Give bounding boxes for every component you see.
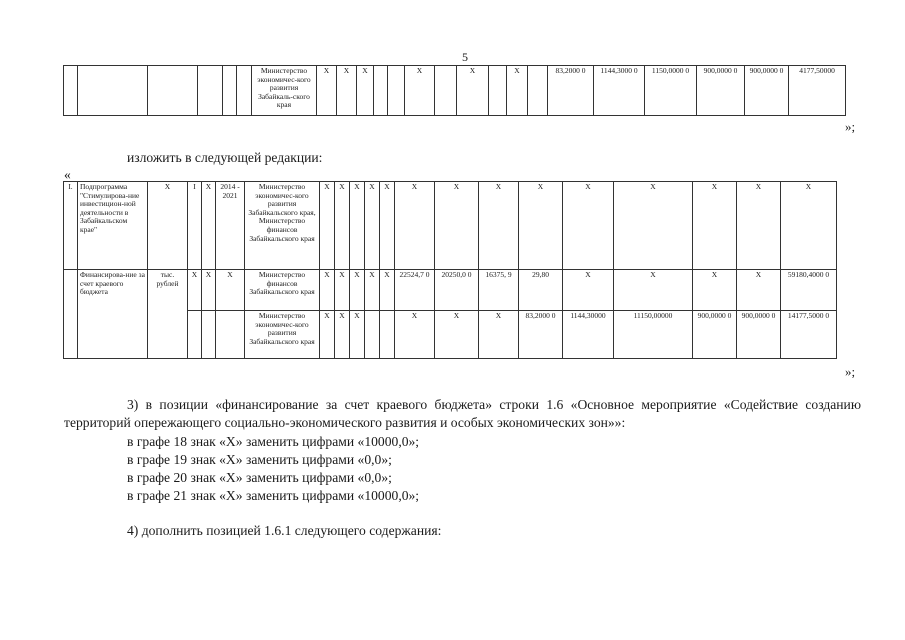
table-cell: Х [737, 270, 781, 311]
table-cell: I [188, 182, 202, 270]
table-cell: 83,2000 0 [519, 311, 563, 359]
table-cell: Подпрограмма "Стимулирова-ние инвестицион-ной деятельности в Забайкальском крае" [78, 182, 148, 270]
table-cell: Х [350, 311, 365, 359]
table-cell: Х [365, 270, 380, 311]
main-table [63, 181, 837, 359]
table-cell: Х [337, 66, 357, 116]
table-cell [64, 270, 78, 311]
table-cell: 1144,3000 0 [594, 66, 645, 116]
table-cell: 1150,0000 0 [645, 66, 697, 116]
table-cell: Х [693, 270, 737, 311]
table-cell: Х [395, 182, 435, 270]
table-cell [188, 311, 202, 359]
table-cell: Х [148, 182, 188, 270]
table-cell: Х [357, 66, 374, 116]
table-cell [489, 66, 507, 116]
table-cell: Х [365, 182, 380, 270]
top-table-row [64, 66, 846, 116]
table-cell [237, 66, 252, 116]
table-cell: Х [519, 182, 563, 270]
table-cell: 59180,4000 0 [781, 270, 837, 311]
table-cell: Министерство экономичес-кого развития Забайкаль-ского края [252, 66, 317, 116]
table-cell: Х [507, 66, 528, 116]
table-cell: Х [335, 182, 350, 270]
table-cell [64, 66, 78, 116]
table-cell [148, 311, 188, 359]
table-cell: Х [563, 182, 614, 270]
table-cell [365, 311, 380, 359]
table-cell [148, 66, 198, 116]
table-cell [78, 311, 148, 359]
table-cell: Х [614, 270, 693, 311]
replacement-line: в графе 21 знак «Х» заменить цифрами «10000,0»; [127, 488, 420, 503]
table-cell: Х [202, 270, 216, 311]
table-cell [388, 66, 405, 116]
table-cell: Х [317, 66, 337, 116]
table-cell: 1144,30000 [563, 311, 614, 359]
closing-quote: »; [845, 119, 856, 134]
table-cell [380, 311, 395, 359]
table-cell: Х [188, 270, 202, 311]
table-cell: 14177,5000 0 [781, 311, 837, 359]
table-cell [78, 66, 148, 116]
opening-quote: « [64, 167, 71, 182]
table-cell: 22524,7 0 [395, 270, 435, 311]
table-cell: Министерство финансов Забайкальского края [245, 270, 320, 311]
table-cell: Х [320, 311, 335, 359]
table-cell: 11150,00000 [614, 311, 693, 359]
table-cell: Х [479, 311, 519, 359]
table-cell: Х [457, 66, 489, 116]
paragraph-4: 4) дополнить позицией 1.6.1 следующего содержания: [127, 523, 442, 538]
table-cell: 2014 - 2021 [216, 182, 245, 270]
table-cell: 900,0000 0 [745, 66, 789, 116]
table-cell [374, 66, 388, 116]
table-cell: Х [405, 66, 435, 116]
table-cell [223, 66, 237, 116]
table-cell: Х [479, 182, 519, 270]
table-cell: Х [737, 182, 781, 270]
table-cell: Министерство экономичес-кого развития Забайкальского края, Министерство финансов Забайкальского края [245, 182, 320, 270]
top-table [63, 65, 846, 116]
table-cell: 16375, 9 [479, 270, 519, 311]
table-cell: 20250,0 0 [435, 270, 479, 311]
closing-quote: »; [845, 364, 856, 379]
table-cell: Х [614, 182, 693, 270]
table-cell: Финансирова-ние за счет краевого бюджета [78, 270, 148, 311]
table-cell: I. [64, 182, 78, 270]
table-cell: 900,0000 0 [697, 66, 745, 116]
table-cell: Х [380, 182, 395, 270]
table-cell: Х [350, 270, 365, 311]
table-cell: 83,2000 0 [548, 66, 594, 116]
replacement-line: в графе 19 знак «Х» заменить цифрами «0,0»; [127, 452, 392, 467]
table-cell: Х [202, 182, 216, 270]
table-cell: Х [320, 270, 335, 311]
table-cell [216, 311, 245, 359]
table-cell: 900,0000 0 [693, 311, 737, 359]
table-cell: Х [395, 311, 435, 359]
table-cell [435, 66, 457, 116]
table-cell: Х [435, 182, 479, 270]
paragraph-3: 3) в позиции «финансирование за счет краевого бюджета» строки 1.6 «Основное мероприятие «Содействие созданию территорий опережающего социально-экономического развития и особых экономических зон»»: [64, 397, 861, 431]
table-row [64, 182, 837, 270]
table-cell [198, 66, 223, 116]
table-row [64, 270, 837, 311]
table-cell: Х [335, 270, 350, 311]
table-cell: Министерство экономичес-кого развития Забайкальского края [245, 311, 320, 359]
replacement-line: в графе 18 знак «Х» заменить цифрами «10000,0»; [127, 434, 420, 449]
table-cell: Х [380, 270, 395, 311]
replacement-line: в графе 20 знак «Х» заменить цифрами «0,0»; [127, 470, 392, 485]
table-cell: 900,0000 0 [737, 311, 781, 359]
table-cell: Х [350, 182, 365, 270]
table-cell [528, 66, 548, 116]
table-cell: Х [563, 270, 614, 311]
table-cell: тыс. рублей [148, 270, 188, 311]
table-cell [202, 311, 216, 359]
table-cell: 4177,50000 [789, 66, 846, 116]
table-cell: Х [781, 182, 837, 270]
table-row [64, 311, 837, 359]
table-cell: Х [216, 270, 245, 311]
table-cell [64, 311, 78, 359]
page-number: 5 [462, 50, 468, 64]
table-cell: Х [693, 182, 737, 270]
table-cell: 29,80 [519, 270, 563, 311]
intro-line: изложить в следующей редакции: [127, 150, 323, 165]
table-cell: Х [435, 311, 479, 359]
table-cell: Х [320, 182, 335, 270]
table-cell: Х [335, 311, 350, 359]
